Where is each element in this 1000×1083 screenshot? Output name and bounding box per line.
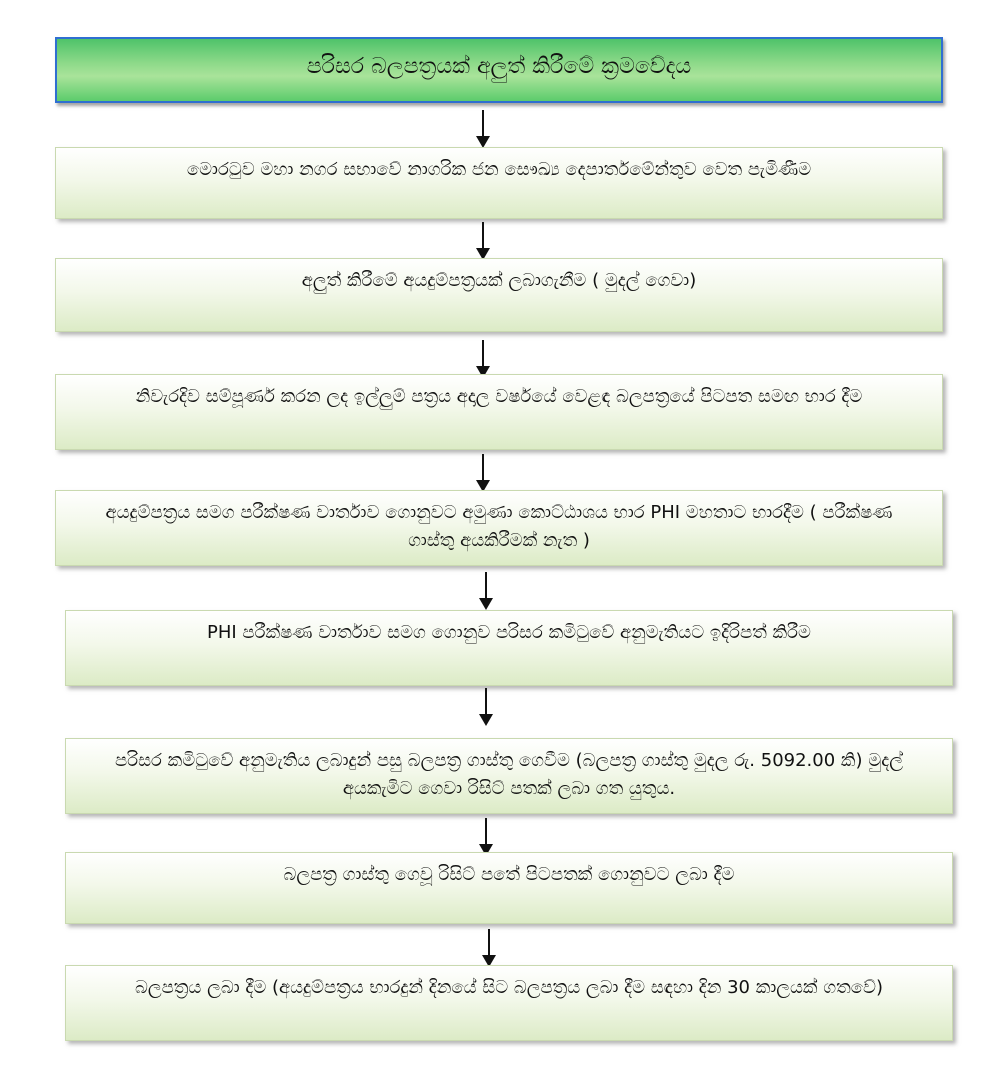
arrow-down-icon bbox=[479, 818, 493, 856]
flowchart-title: පරිසර බලපත්‍රයක් අලුත් කිරීමේ ක්‍රමවේදය bbox=[55, 37, 943, 103]
arrow-down-icon bbox=[476, 110, 490, 148]
arrow-down-icon bbox=[476, 340, 490, 378]
arrow-down-icon bbox=[479, 572, 493, 610]
step-2-obtain-application: අලුත් කිරීමේ අයදුම්පත්‍රයක් ලබාගැනීම ( මුදල් ගෙවා) bbox=[55, 258, 943, 332]
step-5-environment-committee: PHI පරීක්ෂණ වාර්තාව සමග ගොනුව පරිසර කමිටුවේ අනුමැතියට ඉදිරිපත් කිරීම bbox=[65, 610, 953, 686]
arrow-down-icon bbox=[479, 688, 493, 726]
step-8-issue-license: බලපත්‍රය ලබා දීම (අයදුම්පත්‍රය භාරදුන් දිනයේ සිට බලපත්‍රය ලබා දීම සඳහා දින 30 කාලයක් ගතවේ) bbox=[65, 965, 953, 1041]
arrow-down-icon bbox=[482, 929, 496, 967]
step-6-pay-license-fee: පරිසර කමිටුවේ අනුමැතිය ලබාදුන් පසු බලපත්‍ර ගාස්තු ගෙවීම (බලපත්‍ර ගාස්තු මුදල රු. 5092.00 කි) මුදල් අයකැමිට ගෙවා රිසිට් පතක් ලබා ගත යුතුය. bbox=[65, 738, 953, 814]
step-1-visit-department: මොරටුව මහා නගර සභාවේ නාගරික ජන සෞඛ්‍ය දෙපාර්තමේන්තුව වෙත පැමිණීම bbox=[55, 147, 943, 219]
step-7-provide-receipt-copy: බලපත්‍ර ගාස්තු ගෙවූ රිසිට් පතේ පිටපතක් ගොනුවට ලබා දීම bbox=[65, 852, 953, 924]
arrow-down-icon bbox=[476, 454, 490, 492]
arrow-down-icon bbox=[476, 222, 490, 260]
step-4-hand-over-to-phi: අයදුම්පත්‍රය සමග පරීක්ෂණ වාර්තාව ගොනුවට අමුණා කොට්ඨාශය භාර PHI මහතාට භාරදීම ( පරීක්ෂණ ගාස්තු අයකිරීමක් නැත ) bbox=[55, 490, 943, 566]
step-3-submit-application: නිවැරදිව සම්පූර්ණ කරන ලද ඉල්ලුම් පත්‍රය අදාල වර්ෂයේ වෙළඳ බලපත්‍රයේ පිටපත සමඟ භාර දීම bbox=[55, 374, 943, 450]
